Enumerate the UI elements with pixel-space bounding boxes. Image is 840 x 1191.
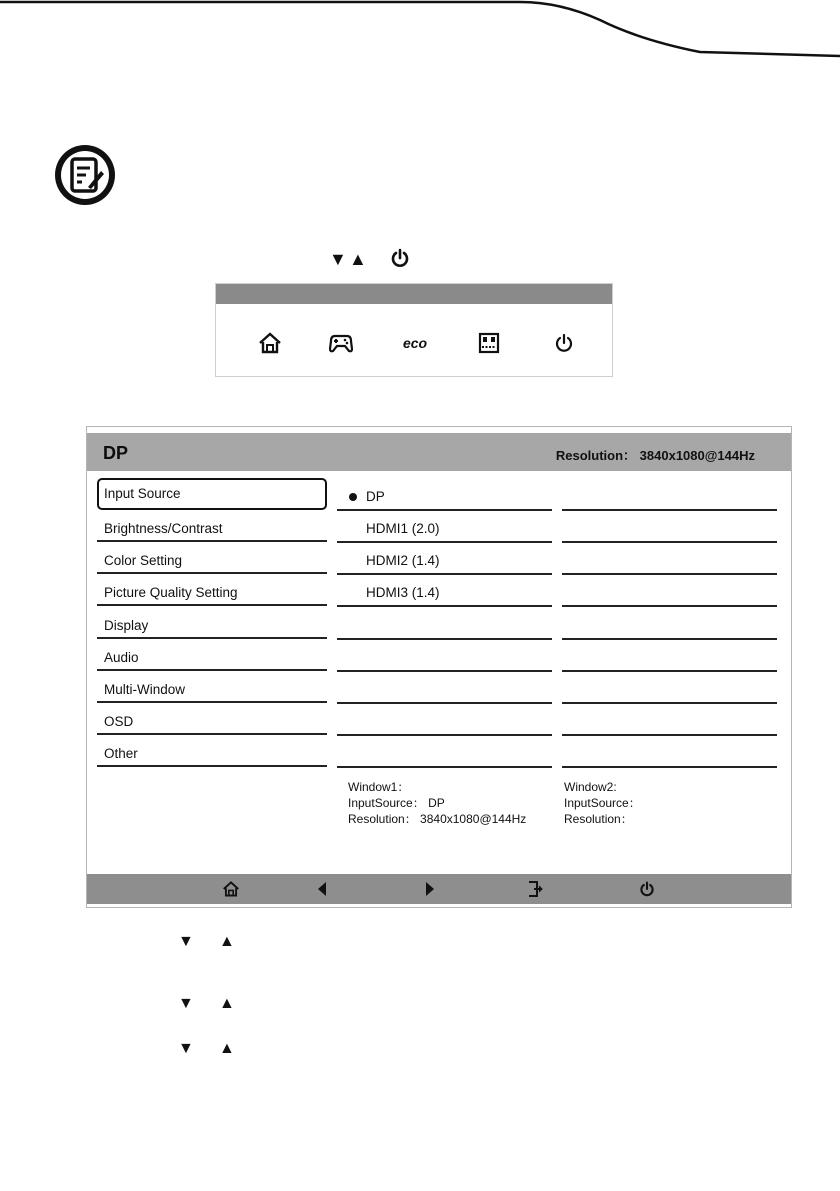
menu-item-brightness-contrast[interactable] — [97, 514, 327, 542]
column-divider — [337, 766, 552, 768]
window2-input-label: InputSource： — [564, 796, 641, 810]
window1-input-value: DP — [428, 796, 445, 810]
window2-info — [564, 779, 641, 827]
column-divider — [562, 605, 777, 607]
home-icon[interactable] — [257, 330, 283, 356]
menu-item-label: Multi-Window — [104, 682, 186, 697]
menu-item-label: Brightness/Contrast — [104, 521, 223, 536]
power-icon[interactable] — [551, 330, 577, 356]
sub-item-hdmi1[interactable]: HDMI1 (2.0) — [366, 521, 440, 536]
menu-item-multi-window[interactable] — [97, 675, 327, 703]
down-arrow-icon: ▼ — [178, 995, 194, 1012]
menu-item-label: Picture Quality Setting — [104, 585, 238, 600]
column-divider — [562, 766, 777, 768]
resolution-value: 3840x1080@144Hz — [639, 448, 755, 463]
window1-resolution — [348, 811, 526, 827]
down-arrow-icon: ▼ — [178, 933, 194, 950]
down-arrow-icon: ▼ — [178, 1040, 194, 1057]
menu-item-label: Other — [104, 746, 138, 761]
up-arrow-icon: ▲ — [219, 1040, 235, 1057]
menu-item-label: Display — [104, 618, 149, 633]
window1-input — [348, 795, 526, 811]
up-arrow-icon: ▲ — [219, 933, 235, 950]
quick-menu-header — [216, 284, 612, 304]
column-divider — [562, 638, 777, 640]
column-divider — [562, 509, 777, 511]
window1-input-label: InputSource： — [348, 796, 425, 810]
column-divider — [562, 541, 777, 543]
home-icon[interactable] — [222, 880, 240, 898]
osd-resolution — [556, 445, 755, 464]
up-arrow-icon: ▲ — [349, 249, 367, 269]
column-divider — [562, 670, 777, 672]
menu-item-display[interactable] — [97, 611, 327, 639]
window2-res-label: Resolution： — [564, 812, 633, 826]
resolution-label: Resolution： — [555, 448, 637, 463]
menu-item-label: Input Source — [104, 486, 181, 501]
quick-menu-bar — [215, 283, 613, 377]
window1-info — [348, 779, 526, 827]
window1-title: Window1： — [348, 780, 410, 794]
column-divider — [337, 702, 552, 704]
page-header-curve — [0, 0, 840, 60]
menu-item-other[interactable] — [97, 739, 327, 767]
column-divider — [337, 638, 552, 640]
down-arrow-icon: ▼ — [329, 249, 347, 269]
column-divider — [337, 541, 552, 543]
column-divider — [337, 573, 552, 575]
window2-title: Window2: — [564, 780, 617, 794]
column-divider — [562, 734, 777, 736]
menu-item-label: OSD — [104, 714, 134, 729]
selected-dot — [349, 493, 357, 501]
column-divider — [337, 509, 552, 511]
exit-icon[interactable] — [527, 880, 545, 898]
note-icon — [53, 143, 117, 207]
column-divider — [337, 670, 552, 672]
right-arrow-icon[interactable] — [421, 880, 439, 898]
column-divider — [337, 605, 552, 607]
menu-item-label: Audio — [104, 650, 139, 665]
up-arrow-icon: ▲ — [219, 995, 235, 1012]
sub-item-dp[interactable]: DP — [366, 489, 385, 504]
menu-item-picture-quality[interactable] — [97, 578, 327, 606]
window1-res-value: 3840x1080@144Hz — [420, 812, 527, 826]
column-divider — [562, 702, 777, 704]
menu-item-audio[interactable] — [97, 643, 327, 671]
power-icon — [390, 248, 410, 268]
column-divider — [337, 734, 552, 736]
left-arrow-icon[interactable] — [313, 880, 331, 898]
menu-item-color-setting[interactable] — [97, 546, 327, 574]
column-divider — [562, 573, 777, 575]
osd-title: DP — [103, 443, 129, 463]
gamepad-icon[interactable] — [328, 330, 354, 356]
menu-item-input-source[interactable] — [97, 478, 327, 510]
menu-item-osd[interactable] — [97, 707, 327, 735]
picture-mode-icon[interactable] — [476, 330, 502, 356]
window1-res-label: Resolution： — [348, 812, 417, 826]
sub-item-hdmi2[interactable]: HDMI2 (1.4) — [366, 553, 440, 568]
osd-footer — [87, 874, 791, 904]
osd-menu — [86, 426, 792, 908]
sub-item-hdmi3[interactable]: HDMI3 (1.4) — [366, 585, 440, 600]
menu-item-label: Color Setting — [104, 553, 183, 568]
power-icon[interactable] — [638, 880, 656, 898]
eco-icon[interactable]: eco — [402, 335, 428, 351]
osd-header — [87, 433, 791, 471]
